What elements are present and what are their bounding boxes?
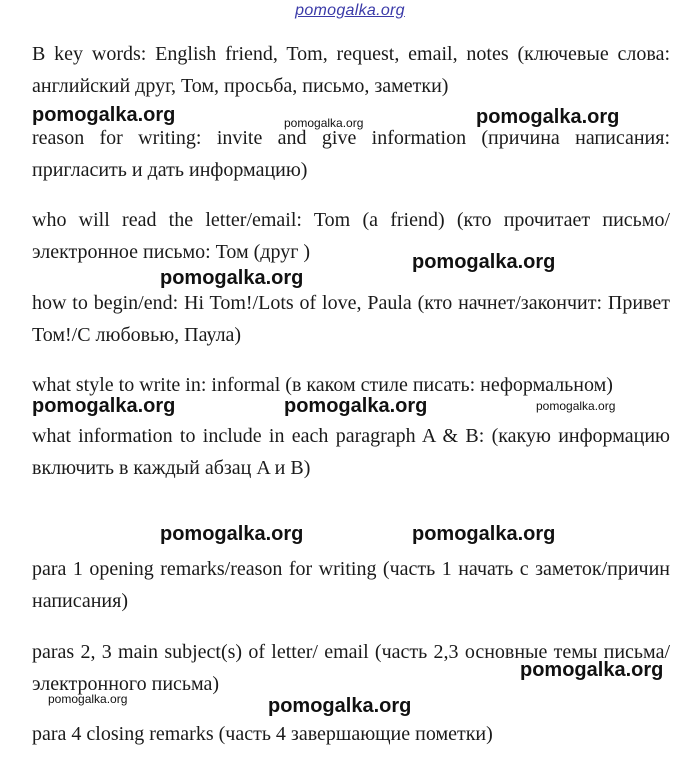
watermark: pomogalka.org — [160, 523, 304, 545]
watermark: pomogalka.org — [412, 251, 556, 273]
watermark: pomogalka.org — [32, 395, 176, 417]
watermark: pomogalka.org — [520, 659, 664, 681]
watermark: pomogalka.org — [476, 106, 620, 128]
paragraph-key-words: B key words: English friend, Tom, request, email, notes (ключевые слова: английский друг, Том, просьба, письмо, заметки) — [32, 43, 670, 97]
paragraph-para-4: para 4 closing remarks (часть 4 завершающие пометки) — [32, 723, 493, 745]
paragraph-begin-end: how to begin/end: Hi Tom!/Lots of love, Paula (кто начнет/закончит: Привет Том!/С любовью, Паула) — [32, 292, 670, 346]
paragraph-reader: who will read the letter/email: Tom (a friend) (кто прочитает письмо/электронное письмо: Том (друг ) — [32, 209, 670, 263]
paragraph-para-1: para 1 opening remarks/reason for writing (часть 1 начать с заметок/причин написания) — [32, 558, 670, 612]
watermark: pomogalka.org — [284, 395, 428, 417]
paragraph-information: what information to include in each paragraph A & B: (какую информацию включить в каждый абзац A и B) — [32, 425, 670, 479]
watermark: pomogalka.org — [160, 267, 304, 289]
header-watermark: pomogalka.org — [295, 2, 405, 19]
watermark: pomogalka.org — [268, 695, 412, 717]
watermark: pomogalka.org — [536, 399, 616, 413]
paragraph-style: what style to write in: informal (в каком стиле писать: неформальном) — [32, 374, 613, 396]
paragraph-paras-2-3: paras 2, 3 main subject(s) of letter/ email (часть 2,3 основные темы письма/электронного письма) — [32, 641, 670, 695]
watermark: pomogalka.org — [32, 104, 176, 126]
watermark: pomogalka.org — [48, 692, 128, 706]
watermark: pomogalka.org — [412, 523, 556, 545]
paragraph-reason: reason for writing: invite and give information (причина написания: пригласить и дать информацию) — [32, 127, 670, 181]
watermark: pomogalka.org — [284, 116, 364, 130]
